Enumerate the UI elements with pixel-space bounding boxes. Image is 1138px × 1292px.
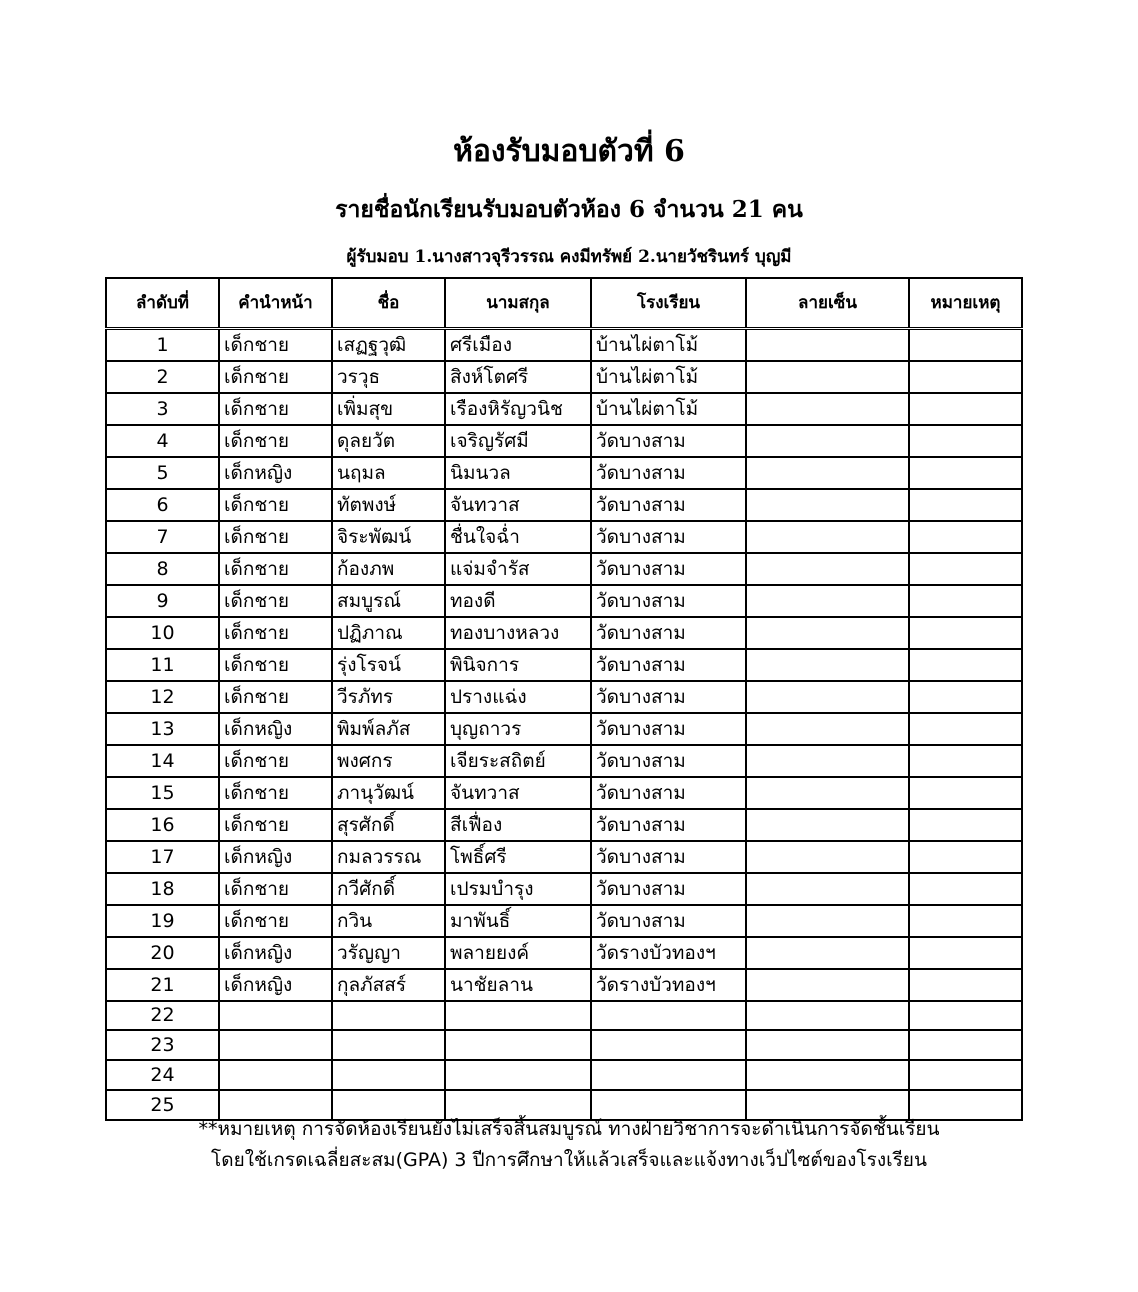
- table-row: [106, 1030, 1022, 1060]
- cell-signature: [746, 361, 909, 393]
- cell-order: 14: [106, 745, 219, 777]
- cell-surname: [445, 1001, 591, 1031]
- table-row: [106, 393, 1022, 425]
- table-row: [106, 1001, 1022, 1031]
- cell-prefix: เด็กหญิง: [219, 969, 332, 1001]
- cell-surname: [445, 1030, 591, 1060]
- cell-school: วัดรางบัวทองฯ: [591, 937, 746, 969]
- table-row: [106, 937, 1022, 969]
- cell-surname: พลายยงค์: [445, 937, 591, 969]
- cell-prefix: เด็กชาย: [219, 328, 332, 361]
- cell-order: 18: [106, 873, 219, 905]
- cell-surname: ทองบางหลวง: [445, 617, 591, 649]
- cell-prefix: เด็กชาย: [219, 745, 332, 777]
- table-row: [106, 681, 1022, 713]
- table-row: [106, 521, 1022, 553]
- cell-surname: ปรางแฉ่ง: [445, 681, 591, 713]
- cell-school: วัดบางสาม: [591, 809, 746, 841]
- cell-order: 4: [106, 425, 219, 457]
- column-header-remark: หมายเหตุ: [909, 278, 1022, 328]
- cell-order: 24: [106, 1060, 219, 1090]
- table-body: [106, 328, 1022, 1120]
- cell-order: 19: [106, 905, 219, 937]
- cell-firstname: นฤมล: [332, 457, 445, 489]
- cell-remark: [909, 1030, 1022, 1060]
- cell-remark: [909, 905, 1022, 937]
- cell-signature: [746, 521, 909, 553]
- cell-order: 3: [106, 393, 219, 425]
- cell-remark: [909, 1060, 1022, 1090]
- student-roster-table: [105, 277, 1023, 1121]
- table-row: [106, 328, 1022, 361]
- table-row: [106, 585, 1022, 617]
- cell-school: วัดบางสาม: [591, 681, 746, 713]
- cell-prefix: เด็กชาย: [219, 681, 332, 713]
- cell-surname: นิมนวล: [445, 457, 591, 489]
- cell-firstname: พงศกร: [332, 745, 445, 777]
- cell-order: 16: [106, 809, 219, 841]
- page-title: ห้องรับมอบตัวที่ 6: [453, 134, 685, 169]
- receivers-line: ผู้รับมอบ 1.นางสาวจุรีวรรณ คงมีทรัพย์ 2.นายวัชรินทร์ บุญมี: [346, 247, 792, 267]
- cell-signature: [746, 713, 909, 745]
- cell-surname: นาชัยลาน: [445, 969, 591, 1001]
- cell-firstname: จิระพัฒน์: [332, 521, 445, 553]
- cell-firstname: [332, 1030, 445, 1060]
- cell-remark: [909, 457, 1022, 489]
- cell-school: วัดบางสาม: [591, 521, 746, 553]
- cell-school: วัดบางสาม: [591, 905, 746, 937]
- cell-surname: จันทวาส: [445, 489, 591, 521]
- cell-surname: จันทวาส: [445, 777, 591, 809]
- cell-prefix: เด็กหญิง: [219, 457, 332, 489]
- cell-prefix: เด็กชาย: [219, 521, 332, 553]
- cell-firstname: วรวุธ: [332, 361, 445, 393]
- cell-surname: [445, 1060, 591, 1090]
- cell-firstname: ก้องภพ: [332, 553, 445, 585]
- cell-signature: [746, 905, 909, 937]
- cell-firstname: สมบูรณ์: [332, 585, 445, 617]
- cell-firstname: ทัตพงษ์: [332, 489, 445, 521]
- cell-school: วัดบางสาม: [591, 585, 746, 617]
- cell-remark: [909, 745, 1022, 777]
- column-header-firstname: ชื่อ: [332, 278, 445, 328]
- table-row: [106, 457, 1022, 489]
- cell-remark: [909, 328, 1022, 361]
- header-row: [106, 278, 1022, 328]
- cell-signature: [746, 457, 909, 489]
- cell-order: 25: [106, 1090, 219, 1120]
- cell-school: วัดบางสาม: [591, 777, 746, 809]
- cell-firstname: รุ่งโรจน์: [332, 649, 445, 681]
- cell-firstname: วรัญญา: [332, 937, 445, 969]
- table-row: [106, 1060, 1022, 1090]
- table-row: [106, 617, 1022, 649]
- cell-firstname: กุลภัสสร์: [332, 969, 445, 1001]
- cell-order: 12: [106, 681, 219, 713]
- cell-order: 15: [106, 777, 219, 809]
- cell-firstname: สุรศักดิ์: [332, 809, 445, 841]
- cell-firstname: วีรภัทร: [332, 681, 445, 713]
- cell-firstname: [332, 1060, 445, 1090]
- cell-signature: [746, 681, 909, 713]
- cell-prefix: เด็กชาย: [219, 489, 332, 521]
- cell-signature: [746, 873, 909, 905]
- cell-signature: [746, 489, 909, 521]
- cell-surname: โพธิ์ศรี: [445, 841, 591, 873]
- cell-surname: เรืองหิรัญวนิช: [445, 393, 591, 425]
- cell-surname: เจริญรัศมี: [445, 425, 591, 457]
- cell-surname: เจียระสถิตย์: [445, 745, 591, 777]
- cell-school: วัดบางสาม: [591, 649, 746, 681]
- cell-surname: มาพันธิ์: [445, 905, 591, 937]
- cell-prefix: เด็กชาย: [219, 617, 332, 649]
- cell-school: วัดบางสาม: [591, 457, 746, 489]
- cell-prefix: เด็กชาย: [219, 361, 332, 393]
- table-row: [106, 425, 1022, 457]
- cell-surname: พินิจการ: [445, 649, 591, 681]
- cell-order: 7: [106, 521, 219, 553]
- cell-school: วัดบางสาม: [591, 841, 746, 873]
- cell-signature: [746, 809, 909, 841]
- cell-firstname: กวีศักดิ์: [332, 873, 445, 905]
- cell-school: บ้านไผ่ตาโม้: [591, 393, 746, 425]
- table-row: [106, 489, 1022, 521]
- table-row: [106, 969, 1022, 1001]
- cell-order: 10: [106, 617, 219, 649]
- cell-signature: [746, 585, 909, 617]
- cell-surname: แจ่มจำรัส: [445, 553, 591, 585]
- cell-signature: [746, 553, 909, 585]
- cell-surname: ชื่นใจฉ่ำ: [445, 521, 591, 553]
- column-header-signature: ลายเซ็น: [746, 278, 909, 328]
- cell-remark: [909, 489, 1022, 521]
- cell-signature: [746, 1001, 909, 1031]
- cell-surname: บุญถาวร: [445, 713, 591, 745]
- cell-signature: [746, 393, 909, 425]
- cell-firstname: กวิน: [332, 905, 445, 937]
- cell-remark: [909, 425, 1022, 457]
- cell-prefix: เด็กชาย: [219, 809, 332, 841]
- cell-school: วัดบางสาม: [591, 617, 746, 649]
- cell-order: 1: [106, 328, 219, 361]
- cell-signature: [746, 1060, 909, 1090]
- cell-remark: [909, 1001, 1022, 1031]
- column-header-order: ลำดับที่: [106, 278, 219, 328]
- cell-order: 2: [106, 361, 219, 393]
- cell-prefix: เด็กหญิง: [219, 713, 332, 745]
- column-header-prefix: คำนำหน้า: [219, 278, 332, 328]
- cell-prefix: [219, 1060, 332, 1090]
- cell-surname: สีเฟื่อง: [445, 809, 591, 841]
- cell-surname: เปรมบำรุง: [445, 873, 591, 905]
- cell-remark: [909, 361, 1022, 393]
- footnote-line-1: **หมายเหตุ การจัดห้องเรียนยังไม่เสร็จสิ้นสมบูรณ์ ทางฝ่ายวิชาการจะดำเนินการจัดชั้นเรียน: [198, 1118, 940, 1140]
- column-header-surname: นามสกุล: [445, 278, 591, 328]
- cell-school: บ้านไผ่ตาโม้: [591, 328, 746, 361]
- cell-remark: [909, 521, 1022, 553]
- cell-signature: [746, 969, 909, 1001]
- cell-school: วัดบางสาม: [591, 745, 746, 777]
- cell-remark: [909, 809, 1022, 841]
- cell-firstname: [332, 1001, 445, 1031]
- cell-signature: [746, 841, 909, 873]
- cell-prefix: [219, 1030, 332, 1060]
- table-row: [106, 905, 1022, 937]
- cell-prefix: [219, 1001, 332, 1031]
- cell-prefix: เด็กชาย: [219, 585, 332, 617]
- cell-school: [591, 1030, 746, 1060]
- cell-signature: [746, 425, 909, 457]
- cell-school: วัดบางสาม: [591, 425, 746, 457]
- cell-order: 8: [106, 553, 219, 585]
- cell-prefix: เด็กชาย: [219, 905, 332, 937]
- cell-signature: [746, 1030, 909, 1060]
- cell-signature: [746, 937, 909, 969]
- cell-school: บ้านไผ่ตาโม้: [591, 361, 746, 393]
- table-row: [106, 745, 1022, 777]
- cell-surname: สิงห์โตศรี: [445, 361, 591, 393]
- cell-prefix: เด็กหญิง: [219, 841, 332, 873]
- cell-firstname: เสฏฐวุฒิ: [332, 328, 445, 361]
- cell-order: 20: [106, 937, 219, 969]
- cell-firstname: ภานุวัฒน์: [332, 777, 445, 809]
- cell-order: 23: [106, 1030, 219, 1060]
- cell-order: 11: [106, 649, 219, 681]
- cell-signature: [746, 649, 909, 681]
- cell-surname: ศรีเมือง: [445, 328, 591, 361]
- cell-order: 9: [106, 585, 219, 617]
- cell-remark: [909, 585, 1022, 617]
- cell-school: วัดบางสาม: [591, 489, 746, 521]
- table-row: [106, 809, 1022, 841]
- cell-prefix: เด็กชาย: [219, 777, 332, 809]
- cell-prefix: เด็กชาย: [219, 873, 332, 905]
- cell-firstname: เพิ่มสุข: [332, 393, 445, 425]
- cell-remark: [909, 649, 1022, 681]
- footnote-line-2: โดยใช้เกรดเฉลี่ยสะสม(GPA) 3 ปีการศึกษาให้แล้วเสร็จและแจ้งทางเว็ปไซต์ของโรงเรียน: [211, 1149, 927, 1171]
- cell-remark: [909, 873, 1022, 905]
- cell-firstname: พิมพ์ลภัส: [332, 713, 445, 745]
- cell-school: วัดบางสาม: [591, 713, 746, 745]
- cell-order: 5: [106, 457, 219, 489]
- cell-signature: [746, 777, 909, 809]
- cell-order: 17: [106, 841, 219, 873]
- cell-firstname: กมลวรรณ: [332, 841, 445, 873]
- cell-remark: [909, 713, 1022, 745]
- cell-school: [591, 1060, 746, 1090]
- cell-signature: [746, 617, 909, 649]
- cell-school: วัดบางสาม: [591, 873, 746, 905]
- table-row: [106, 649, 1022, 681]
- table-row: [106, 713, 1022, 745]
- cell-school: วัดบางสาม: [591, 553, 746, 585]
- cell-firstname: ดุลยวัต: [332, 425, 445, 457]
- cell-surname: ทองดี: [445, 585, 591, 617]
- cell-remark: [909, 777, 1022, 809]
- cell-school: [591, 1001, 746, 1031]
- cell-signature: [746, 328, 909, 361]
- cell-firstname: ปฏิภาณ: [332, 617, 445, 649]
- cell-signature: [746, 745, 909, 777]
- cell-school: วัดรางบัวทองฯ: [591, 969, 746, 1001]
- page-subtitle: รายชื่อนักเรียนรับมอบตัวห้อง 6 จำนวน 21 คน: [335, 196, 803, 223]
- cell-prefix: เด็กชาย: [219, 649, 332, 681]
- cell-prefix: เด็กชาย: [219, 425, 332, 457]
- table-row: [106, 777, 1022, 809]
- table-row: [106, 553, 1022, 585]
- cell-remark: [909, 553, 1022, 585]
- cell-order: 22: [106, 1001, 219, 1031]
- cell-remark: [909, 841, 1022, 873]
- column-header-school: โรงเรียน: [591, 278, 746, 328]
- table-row: [106, 361, 1022, 393]
- table-row: [106, 873, 1022, 905]
- footnote: [0, 1114, 1138, 1176]
- cell-remark: [909, 937, 1022, 969]
- cell-prefix: เด็กชาย: [219, 393, 332, 425]
- cell-order: 6: [106, 489, 219, 521]
- table-row: [106, 841, 1022, 873]
- cell-prefix: เด็กชาย: [219, 553, 332, 585]
- cell-order: 13: [106, 713, 219, 745]
- cell-remark: [909, 393, 1022, 425]
- cell-prefix: เด็กหญิง: [219, 937, 332, 969]
- cell-remark: [909, 617, 1022, 649]
- cell-order: 21: [106, 969, 219, 1001]
- table-header: [106, 278, 1022, 328]
- cell-remark: [909, 969, 1022, 1001]
- cell-remark: [909, 681, 1022, 713]
